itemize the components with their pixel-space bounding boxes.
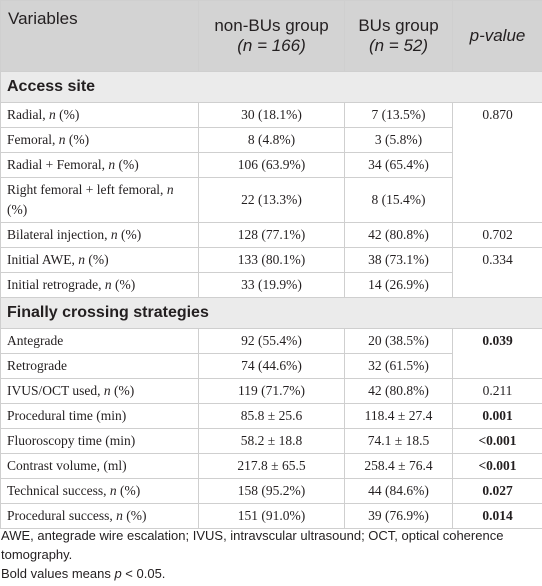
bus-value: 7 (13.5%) xyxy=(345,103,453,128)
bus-value: 42 (80.8%) xyxy=(345,223,453,248)
header-bus-title: BUs group xyxy=(358,16,439,35)
p-value: 0.014 xyxy=(453,504,542,529)
header-non-bus-group xyxy=(199,1,345,72)
header-variables: Variables xyxy=(1,1,199,72)
section-title: Access site xyxy=(1,72,542,103)
table-row xyxy=(1,479,542,504)
row-label: Technical success, n (%) xyxy=(1,479,199,504)
p-value: 0.334 xyxy=(453,248,542,298)
non-bus-value: 85.8 ± 25.6 xyxy=(199,404,345,429)
p-value: 0.039 xyxy=(453,329,542,379)
non-bus-value: 128 (77.1%) xyxy=(199,223,345,248)
table-row xyxy=(1,223,542,248)
table-row xyxy=(1,379,542,404)
footnote-bold-note: Bold values means p < 0.05. xyxy=(1,566,166,581)
row-label: Retrograde xyxy=(1,354,199,379)
row-label: Procedural success, n (%) xyxy=(1,504,199,529)
table-footnote xyxy=(1,526,541,583)
bus-value: 74.1 ± 18.5 xyxy=(345,429,453,454)
row-label: Initial retrograde, n (%) xyxy=(1,273,199,298)
non-bus-value: 22 (13.3%) xyxy=(199,178,345,223)
non-bus-value: 119 (71.7%) xyxy=(199,379,345,404)
bus-value: 42 (80.8%) xyxy=(345,379,453,404)
row-label: Procedural time (min) xyxy=(1,404,199,429)
footnote-abbreviations: AWE, antegrade wire escalation; IVUS, intravscular ultrasound; OCT, optical coherence tomography. xyxy=(1,528,504,562)
section-title: Finally crossing strategies xyxy=(1,298,542,329)
row-label: Fluoroscopy time (min) xyxy=(1,429,199,454)
table-row xyxy=(1,103,542,128)
header-non-bus-n: (n = 166) xyxy=(237,36,306,55)
bus-value: 44 (84.6%) xyxy=(345,479,453,504)
table-row xyxy=(1,329,542,354)
section-header-row xyxy=(1,72,542,103)
p-value: <0.001 xyxy=(453,429,542,454)
bus-value: 38 (73.1%) xyxy=(345,248,453,273)
row-label: Radial, n (%) xyxy=(1,103,199,128)
header-non-bus-title: non-BUs group xyxy=(214,16,329,35)
non-bus-value: 92 (55.4%) xyxy=(199,329,345,354)
header-bus-group xyxy=(345,1,453,72)
bus-value: 258.4 ± 76.4 xyxy=(345,454,453,479)
bus-value: 118.4 ± 27.4 xyxy=(345,404,453,429)
non-bus-value: 133 (80.1%) xyxy=(199,248,345,273)
row-label: Antegrade xyxy=(1,329,199,354)
non-bus-value: 58.2 ± 18.8 xyxy=(199,429,345,454)
non-bus-value: 30 (18.1%) xyxy=(199,103,345,128)
non-bus-value: 74 (44.6%) xyxy=(199,354,345,379)
non-bus-value: 106 (63.9%) xyxy=(199,153,345,178)
p-value: 0.027 xyxy=(453,479,542,504)
non-bus-value: 158 (95.2%) xyxy=(199,479,345,504)
non-bus-value: 33 (19.9%) xyxy=(199,273,345,298)
table-body xyxy=(1,72,542,529)
bus-value: 32 (61.5%) xyxy=(345,354,453,379)
row-label: Bilateral injection, n (%) xyxy=(1,223,199,248)
row-label: Initial AWE, n (%) xyxy=(1,248,199,273)
row-label: IVUS/OCT used, n (%) xyxy=(1,379,199,404)
table-row xyxy=(1,429,542,454)
header-bus-n: (n = 52) xyxy=(368,36,429,55)
bus-value: 34 (65.4%) xyxy=(345,153,453,178)
non-bus-value: 8 (4.8%) xyxy=(199,128,345,153)
non-bus-value: 217.8 ± 65.5 xyxy=(199,454,345,479)
table-row xyxy=(1,248,542,273)
section-header-row xyxy=(1,298,542,329)
row-label: Radial + Femoral, n (%) xyxy=(1,153,199,178)
p-value: 0.211 xyxy=(453,379,542,404)
p-value: 0.870 xyxy=(453,103,542,223)
p-value: 0.702 xyxy=(453,223,542,248)
p-value: <0.001 xyxy=(453,454,542,479)
row-label: Femoral, n (%) xyxy=(1,128,199,153)
header-p-value: p-value xyxy=(453,1,542,72)
bus-value: 20 (38.5%) xyxy=(345,329,453,354)
bus-value: 39 (76.9%) xyxy=(345,504,453,529)
non-bus-value: 151 (91.0%) xyxy=(199,504,345,529)
row-label: Contrast volume, (ml) xyxy=(1,454,199,479)
p-value: 0.001 xyxy=(453,404,542,429)
table-row xyxy=(1,504,542,529)
row-label: Right femoral + left femoral, n (%) xyxy=(1,178,199,223)
table-row xyxy=(1,454,542,479)
bus-value: 8 (15.4%) xyxy=(345,178,453,223)
table-header xyxy=(1,1,542,72)
bus-value: 14 (26.9%) xyxy=(345,273,453,298)
table-row xyxy=(1,404,542,429)
bus-value: 3 (5.8%) xyxy=(345,128,453,153)
